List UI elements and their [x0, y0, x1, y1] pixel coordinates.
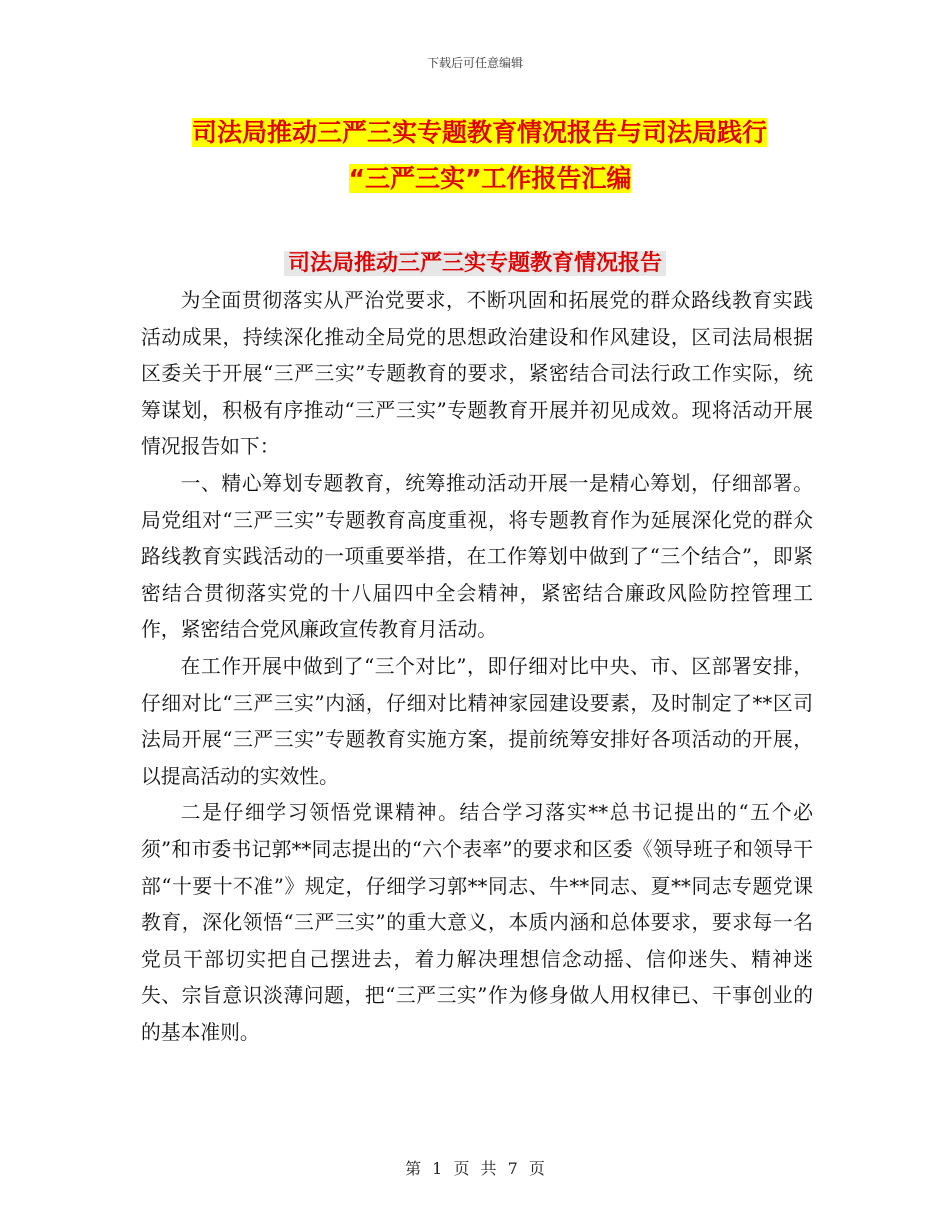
paragraph: 二是仔细学习领悟党课精神。结合学习落实**总书记提出的“五个必须”和市委书记郭**同志提出的“六个表率”的要求和区委《领导班子和领导干部“十要十不准”》规定，仔细学习郭**同志、牛**同志、夏**同志专题党课教育，深化领悟“三严三实”的重大意义，本质内涵和总体要求，要求每一名党员干部切实把自己摆进去，着力解决理想信念动摇、信仰迷失、精神迷失、宗旨意识淡薄问题，把“三严三实”作为修身做人用权律已、干事创业的的基本准则。 [141, 801, 813, 1044]
page-header: 下载后可任意编辑 [426, 56, 523, 70]
document-title-line-1: 司法局推动三严三实专题教育情况报告与司法局践行 [192, 118, 768, 147]
section-title [0, 246, 950, 277]
paragraph: 一、精心筹划专题教育，统筹推动活动开展一是精心筹划，仔细部署。局党组对“三严三实”专题教育高度重视，将专题教育作为延展深化党的群众路线教育实践活动的一项重要举措，在工作筹划中做到了“三个结合”，即紧密结合贯彻落实党的十八届四中全会精神，紧密结合廉政风险防控管理工作，紧密结合党风廉政宣传教育月活动。 [141, 471, 813, 642]
document-title-line-2: “三严三实”工作报告汇编 [348, 164, 632, 193]
paragraph: 为全面贯彻落实从严治党要求，不断巩固和拓展党的群众路线教育实践活动成果，持续深化推动全局党的思想政治建设和作风建设，区司法局根据区委关于开展“三严三实”专题教育的要求，紧密结合司法行政工作实际，统筹谋划，积极有序推动“三严三实”专题教育开展并初见成效。现将活动开展情况报告如下： [141, 289, 813, 459]
body-text [141, 283, 813, 1051]
document-title [140, 110, 840, 202]
paragraph: 在工作开展中做到了“三个对比”，即仔细对比中央、市、区部署安排，仔细对比“三严三实”内涵，仔细对比精神家园建设要素，及时制定了**区司法局开展“三严三实”专题教育实施方案，提前统筹安排好各项活动的开展，以提高活动的实效性。 [141, 654, 813, 788]
page-footer: 第 1 页 共 7 页 [405, 1159, 545, 1178]
section-title-text: 司法局推动三严三实专题教育情况报告 [284, 251, 666, 276]
